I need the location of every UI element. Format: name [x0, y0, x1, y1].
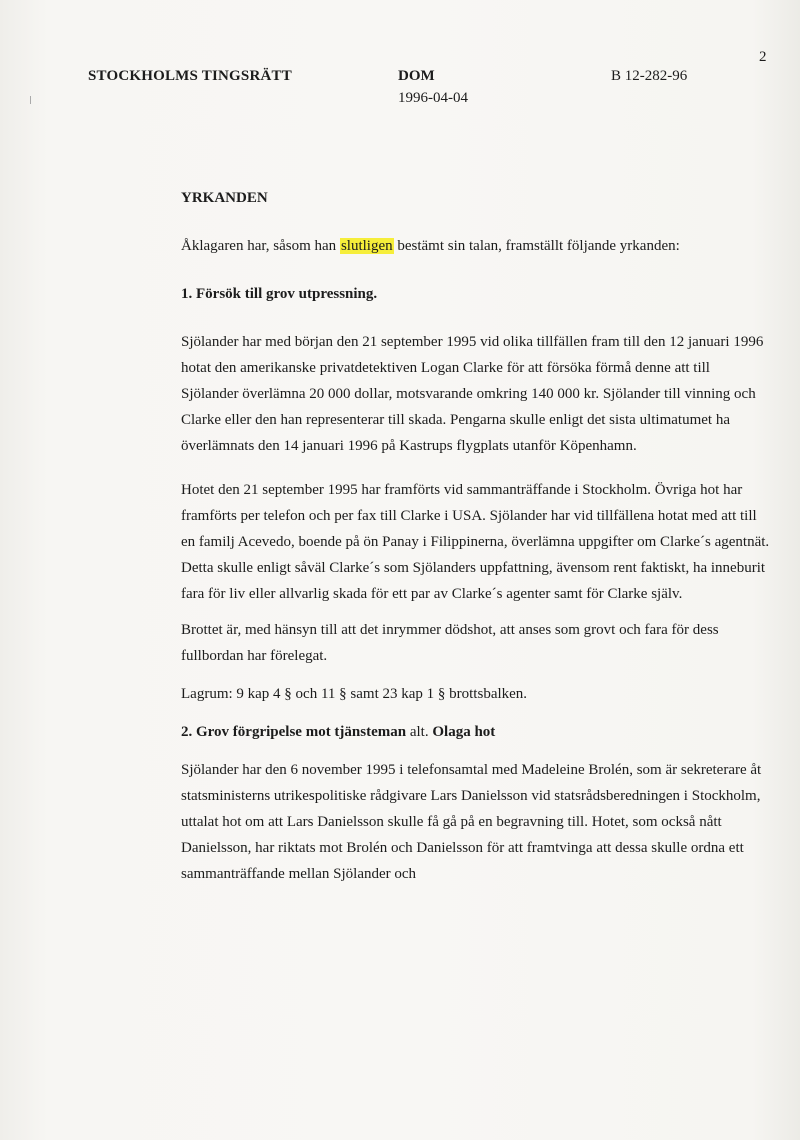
document-date: 1996-04-04 [398, 90, 468, 106]
section-title: YRKANDEN [181, 190, 268, 206]
highlighted-word: slutligen [340, 238, 393, 254]
intro-paragraph [181, 233, 771, 259]
case-number: B 12-282-96 [611, 68, 688, 84]
charge-2-heading-main: 2. Grov förgripelse mot tjänsteman [181, 724, 407, 740]
charge-1-paragraph-3: Brottet är, med hänsyn till att det inrymmer dödshot, att anses som grovt och fara för dess fullbordan har förelegat. [181, 622, 719, 664]
intro-text-after: bestämt sin talan, framställt följande yrkanden: [393, 238, 680, 254]
page-number: 2 [759, 49, 767, 65]
charge-1-heading: 1. Försök till grov utpressning. [181, 286, 378, 302]
intro-text-before: Åklagaren har, såsom han [181, 238, 340, 254]
charge-1-paragraph-2: Hotet den 21 september 1995 har framförts vid sammanträffande i Stockholm. Övriga hot har framförts per telefon och per fax till Clarke i USA. Sjölander har vid tillfällena hotat med att till en familj Acevedo, boende på ön Panay i Filippinerna, överlämna uppgifter om Clarke´s agentnät. Detta skulle enligt såväl Clarke´s som Sjölanders uppfattning, ävensom rent faktiskt, ha inneburit fara för liv eller allvarlig skada för ett par av Clarke´s agenter samt för Clarke själv. [181, 482, 770, 602]
charge-2-paragraph-1: Sjölander har den 6 november 1995 i telefonsamtal med Madeleine Brolén, som är sekreterare åt statsministerns utrikespolitiske rådgivare Lars Danielsson vid statsrådsberedningen i Stockholm, uttalat hot om att Lars Danielsson skulle få gå på en begravning till. Hotet, som också nått Danielsson, har riktats mot Brolén och Danielsson för att framtvinga att dessa skulle ordna ett sammanträffande mellan Sjölander och [181, 762, 762, 882]
charge-2-heading-alt-charge: Olaga hot [432, 724, 496, 740]
document-type: DOM [398, 68, 435, 84]
court-name: STOCKHOLMS TINGSRÄTT [88, 68, 292, 84]
charge-1-lagrum: Lagrum: 9 kap 4 § och 11 § samt 23 kap 1 § brottsbalken. [181, 686, 528, 702]
charge-2-heading [181, 719, 771, 745]
document-body [181, 185, 771, 887]
margin-mark [30, 96, 31, 104]
charge-1-paragraph-1: Sjölander har med början den 21 september 1995 vid olika tillfällen fram till den 12 januari 1996 hotat den amerikanske privatdetektiven Logan Clarke för att försöka förmå denne att till Sjölander överlämna 20 000 dollar, motsvarande omkring 140 000 kr. Sjölander till vinning och Clarke eller den han representerar till skada. Pengarna skulle enligt det sista ultimatumet ha överlämnats den 14 januari 1996 på Kastrups flygplats utanför Köpenhamn. [181, 334, 764, 454]
charge-2-heading-alt: alt. [406, 724, 433, 740]
